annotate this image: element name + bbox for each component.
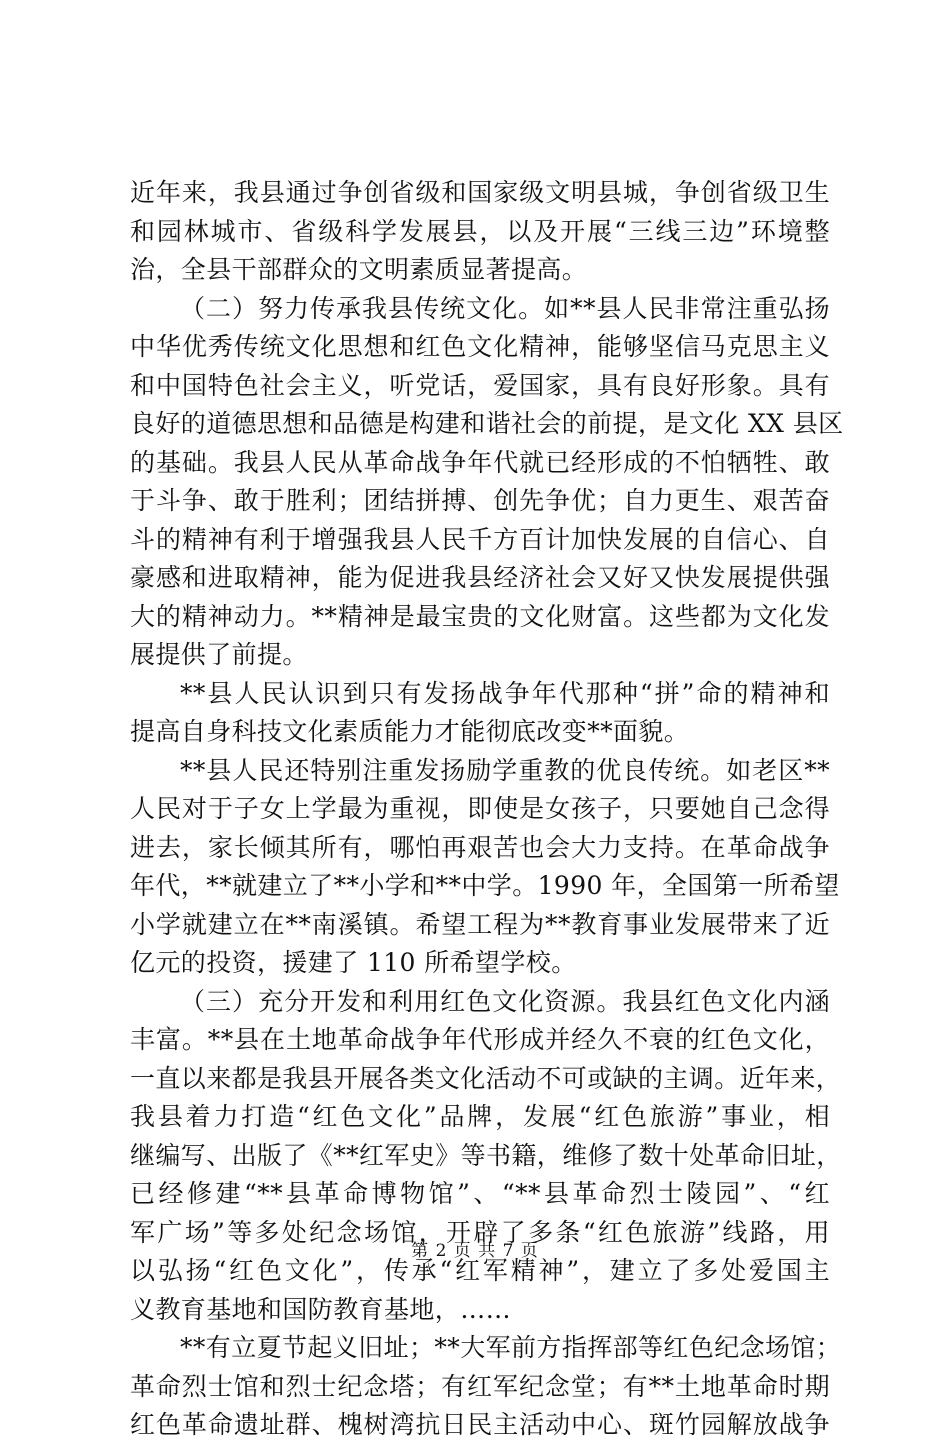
text-line: 人民对于子女上学最为重视，即使是女孩子，只要她自己念得: [130, 794, 830, 823]
text-line: 以弘扬“红色文化”，传承“红军精神”，建立了多处爱国主: [130, 1256, 830, 1285]
text-line: 一直以来都是我县开展各类文化活动不可或缺的主调。近年来，: [130, 1063, 842, 1093]
text-line: **县人民认识到只有发扬战争年代那种“拼”命的精神和: [180, 678, 830, 708]
text-line: 的基础。我县人民从革命战争年代就已经形成的不怕牺牲、敢: [130, 447, 830, 477]
text-line: 已经修建“**县革命博物馆”、“**县革命烈士陵园”、“红: [130, 1179, 830, 1208]
text-line: 我县着力打造“红色文化”品牌，发展“红色旅游”事业，相: [130, 1102, 830, 1131]
text-line: 大的精神动力。**精神是最宝贵的文化财富。这些都为文化发: [130, 601, 830, 631]
text-line: 丰富。**县在土地革命战争年代形成并经久不衰的红色文化，: [130, 1025, 830, 1054]
text-line: 良好的道德思想和品德是构建和谐社会的前提，是文化 XX 县区: [130, 409, 844, 438]
text-line: 斗的精神有利于增强我县人民千方百计加快发展的自信心、自: [130, 524, 830, 554]
text-line: 革命烈士馆和烈士纪念塔；有红军纪念堂；有**土地革命时期: [130, 1371, 830, 1401]
text-line: （二）努力传承我县传统文化。如**县人民非常注重弘扬: [180, 293, 830, 323]
text-line: **有立夏节起义旧址；**大军前方指挥部等红色纪念场馆；: [180, 1333, 842, 1362]
text-line: 军广场”等多处纪念场馆，开辟了多条“红色旅游”线路，用: [130, 1217, 830, 1247]
text-line: 年代，**就建立了**小学和**中学。1990 年，全国第一所希望: [130, 871, 840, 900]
text-line: 于斗争、敢于胜利；团结拼搏、创先争优；自力更生、艰苦奋: [130, 486, 830, 515]
page-footer: 第 2 页 共 7 页: [411, 1241, 539, 1261]
text-line: **县人民还特别注重发扬励学重教的优良传统。如老区**: [180, 755, 830, 785]
text-line: 亿元的投资，援建了 110 所希望学校。: [130, 948, 577, 977]
text-line: 红色革命遗址群、槐树湾抗日民主活动中心、斑竹园解放战争: [130, 1410, 830, 1439]
text-line: 和中国特色社会主义，听党话，爱国家，具有良好形象。具有: [130, 370, 830, 400]
text-line: 近年来，我县通过争创省级和国家级文明县城，争创省级卫生: [130, 178, 830, 207]
text-line: 治，全县干部群众的文明素质显著提高。: [130, 255, 588, 284]
text-line: 中华优秀传统文化思想和红色文化精神，能够坚信马克思主义: [130, 332, 830, 361]
text-line: 继编写、出版了《**红军史》等书籍，维修了数十处革命旧址，: [130, 1140, 842, 1170]
text-line: 提高自身科技文化素质能力才能彻底改变**面貌。: [130, 717, 690, 746]
text-line: 展提供了前提。: [130, 640, 308, 669]
text-line: 进去，家长倾其所有，哪怕再艰苦也会大力支持。在革命战争: [130, 832, 830, 862]
text-line: 义教育基地和国防教育基地，……: [130, 1294, 512, 1324]
text-line: （三）充分开发和利用红色文化资源。我县红色文化内涵: [180, 986, 830, 1016]
text-line: 小学就建立在**南溪镇。希望工程为**教育事业发展带来了近: [130, 909, 830, 939]
text-line: 和园林城市、省级科学发展县，以及开展“三线三边”环境整: [130, 216, 830, 246]
text-line: 豪感和进取精神，能为促进我县经济社会又好又快发展提供强: [130, 563, 830, 592]
